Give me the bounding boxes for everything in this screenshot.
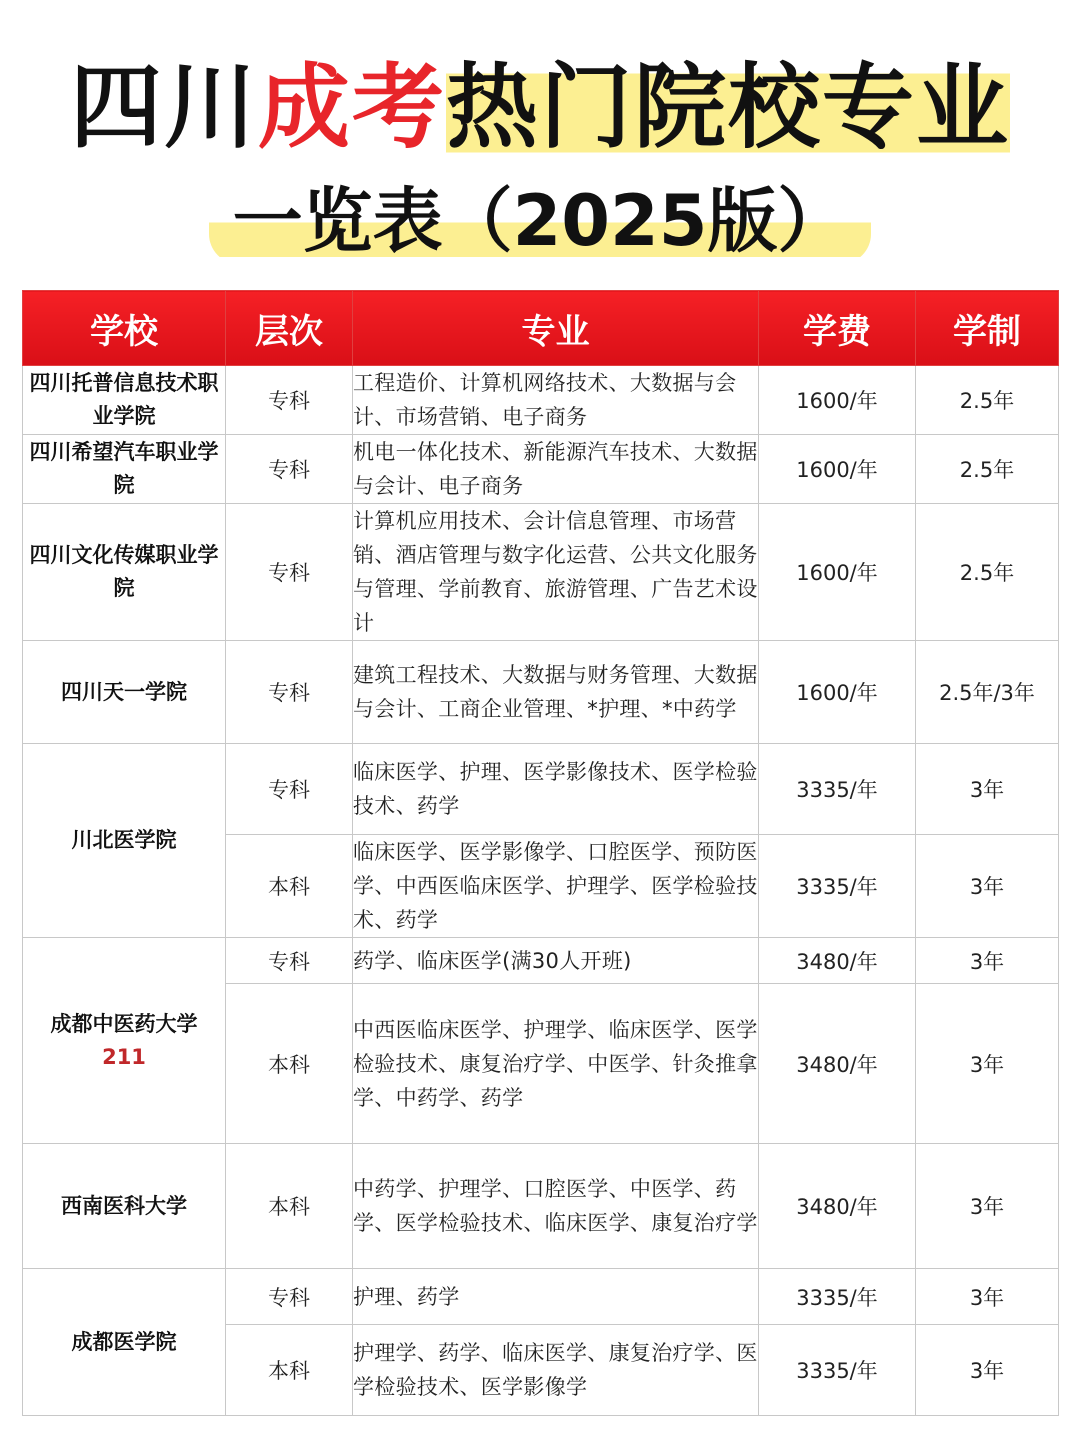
table-row bbox=[23, 938, 1059, 984]
duration-cell: 3年 bbox=[916, 1325, 1059, 1416]
fee-cell: 1600/年 bbox=[759, 366, 916, 435]
majors-cell: 临床医学、医学影像学、口腔医学、预防医学、中西医临床医学、护理学、医学检验技术、药学 bbox=[353, 835, 759, 938]
level-cell: 专科 bbox=[226, 504, 353, 641]
school-name-cell bbox=[23, 1269, 226, 1416]
page-title bbox=[0, 48, 1080, 168]
title-part-highlight: 热门院校专业 bbox=[446, 54, 1011, 161]
fee-cell: 3335/年 bbox=[759, 835, 916, 938]
table-row bbox=[23, 1144, 1059, 1269]
duration-cell: 3年 bbox=[916, 1144, 1059, 1269]
school-tag-badge: 211 bbox=[102, 1044, 146, 1069]
title-part-chengkao: 成考 bbox=[257, 54, 446, 161]
fee-cell: 1600/年 bbox=[759, 435, 916, 504]
school-name: 四川文化传媒职业学院 bbox=[29, 543, 219, 600]
fee-cell: 3480/年 bbox=[759, 938, 916, 984]
majors-cell: 工程造价、计算机网络技术、大数据与会计、市场营销、电子商务 bbox=[353, 366, 759, 435]
duration-cell: 3年 bbox=[916, 984, 1059, 1144]
school-name-cell bbox=[23, 641, 226, 744]
majors-cell: 临床医学、护理、医学影像技术、医学检验技术、药学 bbox=[353, 744, 759, 835]
majors-cell: 药学、临床医学(满30人开班) bbox=[353, 938, 759, 984]
duration-cell: 3年 bbox=[916, 938, 1059, 984]
duration-cell: 2.5年/3年 bbox=[916, 641, 1059, 744]
schools-table bbox=[22, 290, 1059, 1416]
school-name-cell bbox=[23, 435, 226, 504]
header-duration: 学制 bbox=[916, 291, 1059, 366]
level-cell: 本科 bbox=[226, 1144, 353, 1269]
school-name-cell bbox=[23, 1144, 226, 1269]
school-name-cell bbox=[23, 366, 226, 435]
duration-cell: 2.5年 bbox=[916, 504, 1059, 641]
fee-cell: 3335/年 bbox=[759, 744, 916, 835]
school-name: 成都中医药大学 bbox=[50, 1011, 198, 1036]
school-name: 成都医学院 bbox=[71, 1329, 177, 1354]
table-row bbox=[23, 744, 1059, 835]
school-name: 四川托普信息技术职业学院 bbox=[29, 371, 219, 428]
school-name: 四川希望汽车职业学院 bbox=[29, 440, 219, 497]
majors-cell: 计算机应用技术、会计信息管理、市场营销、酒店管理与数字化运营、公共文化服务与管理、学前教育、旅游管理、广告艺术设计 bbox=[353, 504, 759, 641]
page-subtitle: 一览表（2025版） bbox=[209, 178, 872, 264]
level-cell: 专科 bbox=[226, 641, 353, 744]
table-row bbox=[23, 366, 1059, 435]
majors-cell: 机电一体化技术、新能源汽车技术、大数据与会计、电子商务 bbox=[353, 435, 759, 504]
table-header-row bbox=[23, 291, 1059, 366]
fee-cell: 1600/年 bbox=[759, 641, 916, 744]
school-name-cell bbox=[23, 938, 226, 1144]
school-name-cell bbox=[23, 504, 226, 641]
duration-cell: 2.5年 bbox=[916, 366, 1059, 435]
level-cell: 专科 bbox=[226, 1269, 353, 1325]
level-cell: 本科 bbox=[226, 1325, 353, 1416]
school-name-cell bbox=[23, 744, 226, 938]
duration-cell: 2.5年 bbox=[916, 435, 1059, 504]
fee-cell: 3335/年 bbox=[759, 1269, 916, 1325]
majors-cell: 建筑工程技术、大数据与财务管理、大数据与会计、工商企业管理、*护理、*中药学 bbox=[353, 641, 759, 744]
table-body bbox=[23, 366, 1059, 1416]
school-name: 西南医科大学 bbox=[61, 1193, 187, 1218]
table-row bbox=[23, 435, 1059, 504]
table-row bbox=[23, 1269, 1059, 1325]
fee-cell: 3480/年 bbox=[759, 1144, 916, 1269]
duration-cell: 3年 bbox=[916, 835, 1059, 938]
school-name: 川北医学院 bbox=[71, 828, 177, 852]
level-cell: 专科 bbox=[226, 744, 353, 835]
level-cell: 专科 bbox=[226, 435, 353, 504]
header-major: 专业 bbox=[353, 291, 759, 366]
fee-cell: 3480/年 bbox=[759, 984, 916, 1144]
table-row bbox=[23, 641, 1059, 744]
title-part-sichuan: 四川 bbox=[69, 54, 258, 161]
level-cell: 专科 bbox=[226, 938, 353, 984]
level-cell: 本科 bbox=[226, 835, 353, 938]
table-row bbox=[23, 504, 1059, 641]
fee-cell: 3335/年 bbox=[759, 1325, 916, 1416]
header-level: 层次 bbox=[226, 291, 353, 366]
majors-cell: 中西医临床医学、护理学、临床医学、医学检验技术、康复治疗学、中医学、针灸推拿学、中药学、药学 bbox=[353, 984, 759, 1144]
header-fee: 学费 bbox=[759, 291, 916, 366]
majors-cell: 中药学、护理学、口腔医学、中医学、药学、医学检验技术、临床医学、康复治疗学 bbox=[353, 1144, 759, 1269]
duration-cell: 3年 bbox=[916, 1269, 1059, 1325]
level-cell: 专科 bbox=[226, 366, 353, 435]
majors-cell: 护理、药学 bbox=[353, 1269, 759, 1325]
subtitle-wrap bbox=[0, 178, 1080, 268]
majors-cell: 护理学、药学、临床医学、康复治疗学、医学检验技术、医学影像学 bbox=[353, 1325, 759, 1416]
school-name: 四川天一学院 bbox=[61, 679, 187, 704]
fee-cell: 1600/年 bbox=[759, 504, 916, 641]
duration-cell: 3年 bbox=[916, 744, 1059, 835]
level-cell: 本科 bbox=[226, 984, 353, 1144]
header-school: 学校 bbox=[23, 291, 226, 366]
